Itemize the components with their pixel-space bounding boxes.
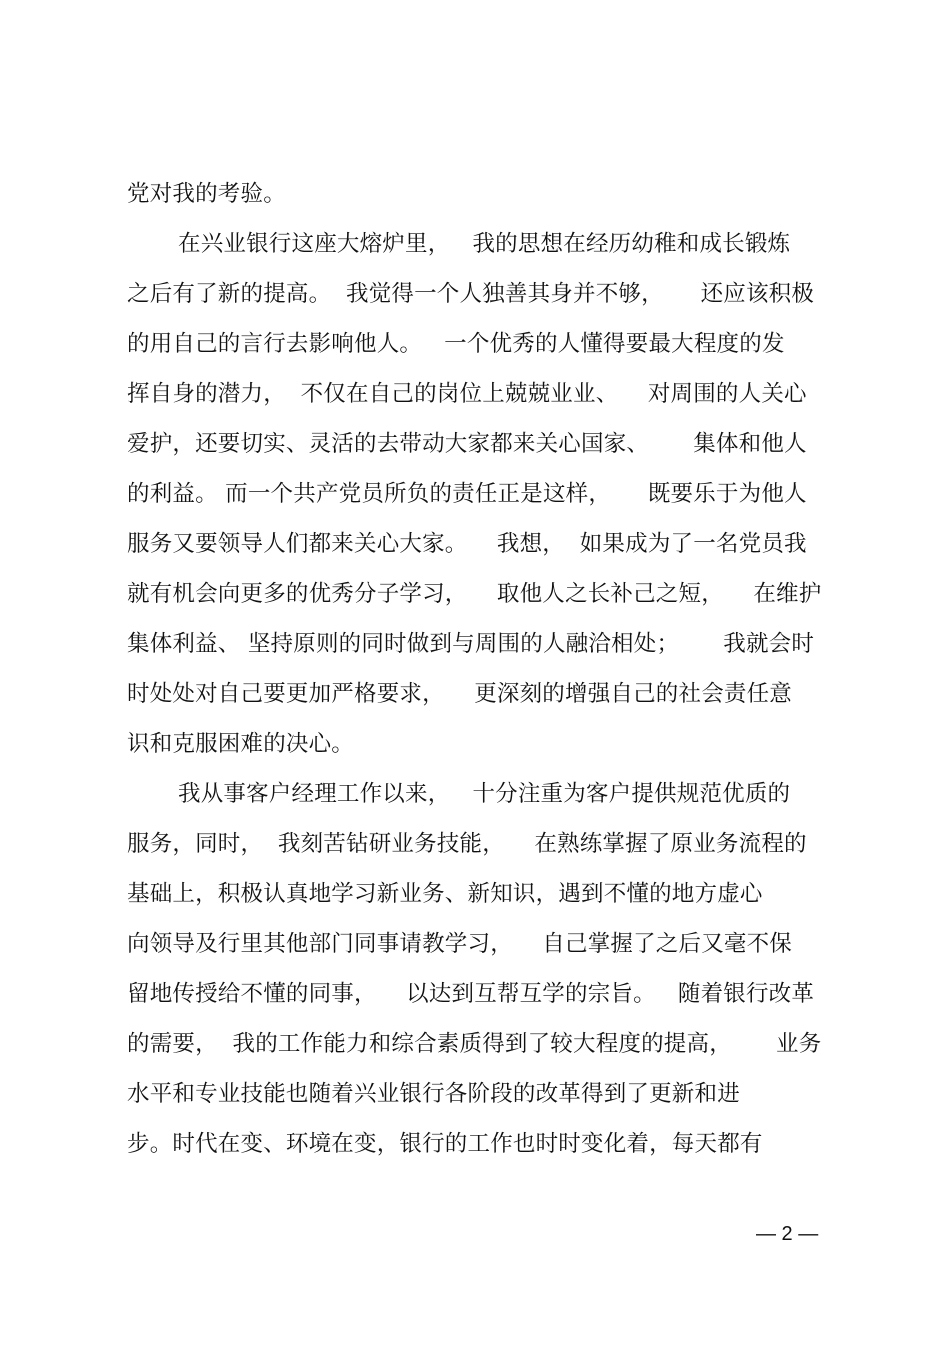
- text-line: 服务又要领导人们都来关心大家。 我想， 如果成为了一名党员我: [127, 531, 807, 557]
- text-line: 服务，同时， 我刻苦钻研业务技能， 在熟练掌握了原业务流程的: [127, 831, 807, 857]
- text-line: 水平和专业技能也随着兴业银行各阶段的改革得到了更新和进: [127, 1081, 740, 1107]
- text-line: 的用自己的言行去影响他人。 一个优秀的人懂得要最大程度的发: [127, 331, 785, 357]
- text-line: 爱护，还要切实、灵活的去带动大家都来关心国家、 集体和他人: [127, 431, 807, 457]
- text-line: 基础上，积极认真地学习新业务、新知识，遇到不懂的地方虚心: [127, 881, 763, 907]
- text-line: 的需要， 我的工作能力和综合素质得到了较大程度的提高， 业务: [127, 1031, 822, 1057]
- text-line: 挥自身的潜力， 不仅在自己的岗位上兢兢业业、 对周围的人关心: [127, 381, 807, 407]
- text-line: 在兴业银行这座大熔炉里， 我的思想在经历幼稚和成长锻炼: [178, 231, 791, 257]
- text-line: 之后有了新的提高。 我觉得一个人独善其身并不够， 还应该积极: [127, 281, 815, 307]
- text-line: 向领导及行里其他部门同事请教学习， 自己掌握了之后又毫不保: [127, 931, 793, 957]
- text-line: 时处处对自己要更加严格要求， 更深刻的增强自己的社会责任意: [127, 681, 793, 707]
- text-line: 识和克服困难的决心。: [127, 731, 355, 757]
- text-line: 的利益。 而一个共产党员所负的责任正是这样， 既要乐于为他人: [127, 481, 807, 507]
- text-line: 步。时代在变、环境在变，银行的工作也时时变化着，每天都有: [127, 1131, 763, 1157]
- page-number: — 2 —: [756, 1223, 819, 1245]
- text-line: 我从事客户经理工作以来， 十分注重为客户提供规范优质的: [178, 781, 791, 807]
- text-line: 党对我的考验。: [127, 181, 286, 207]
- text-line: 就有机会向更多的优秀分子学习， 取他人之长补己之短， 在维护: [127, 581, 822, 607]
- text-line: 留地传授给不懂的同事， 以达到互帮互学的宗旨。 随着银行改革: [127, 981, 815, 1007]
- text-line: 集体利益、 坚持原则的同时做到与周围的人融洽相处； 我就会时: [127, 631, 815, 657]
